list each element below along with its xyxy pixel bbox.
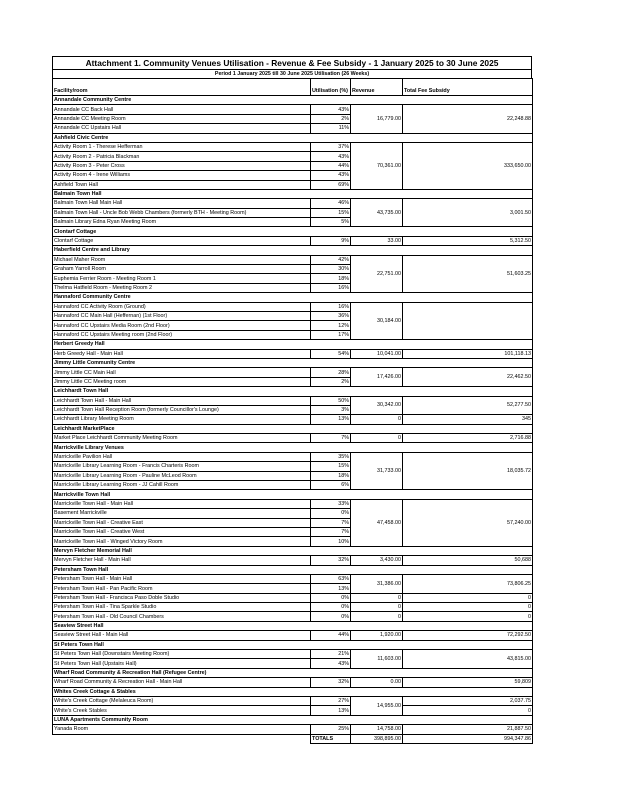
utilisation-value: 7% bbox=[311, 518, 351, 527]
utilisation-value: 46% bbox=[311, 199, 351, 208]
facility-name: Hannaford CC Main Hall (Heffernan) (1st Floor) bbox=[53, 311, 311, 320]
section-row bbox=[53, 227, 533, 236]
utilisation-value: 0% bbox=[311, 603, 351, 612]
facility-name: Petersham Town Hall - Old Council Chambers bbox=[53, 612, 311, 621]
document-title: Attachment 1. Community Venues Utilisation - Revenue & Fee Subsidy - 1 January 2025 to 30 June 2025 bbox=[52, 56, 532, 69]
section-name: Whites Creek Cottage & Stables bbox=[53, 687, 533, 696]
table-row bbox=[53, 499, 533, 508]
table-row bbox=[53, 650, 533, 659]
facility-name: Marrickville Pavilion Hall bbox=[53, 452, 311, 461]
facility-name: White's Creek Cottage (Melaleuca Room) bbox=[53, 697, 311, 706]
facility-name: Marrickville Town Hall - Creative West bbox=[53, 527, 311, 536]
utilisation-value: 15% bbox=[311, 462, 351, 471]
facility-name: Marrickville Town Hall - Main Hall bbox=[53, 499, 311, 508]
revenue-value: 30,342.00 bbox=[351, 396, 403, 415]
table-row bbox=[53, 593, 533, 602]
utilisation-value: 0% bbox=[311, 593, 351, 602]
section-name: Clontarf Cottage bbox=[53, 227, 533, 236]
facility-name: Market Place Leichhardt Community Meeting Room bbox=[53, 434, 311, 443]
table-row bbox=[53, 556, 533, 565]
utilisation-value: 43% bbox=[311, 152, 351, 161]
subsidy-value: 0 bbox=[403, 603, 533, 612]
venues-table bbox=[52, 78, 533, 744]
facility-name: Michael Maher Room bbox=[53, 255, 311, 264]
revenue-value: 14,758.00 bbox=[351, 725, 403, 734]
section-name: Annandale Community Centre bbox=[53, 96, 533, 105]
revenue-value: 0 bbox=[351, 415, 403, 424]
section-row bbox=[53, 546, 533, 555]
revenue-value: 43,735.00 bbox=[351, 199, 403, 227]
utilisation-value: 28% bbox=[311, 368, 351, 377]
venues-document bbox=[52, 56, 532, 744]
revenue-value: 10,041.00 bbox=[351, 349, 403, 358]
facility-name: Hannaford CC Upstairs Meeting room (2nd Floor) bbox=[53, 330, 311, 339]
utilisation-value: 30% bbox=[311, 265, 351, 274]
facility-name: Annandale CC Meeting Room bbox=[53, 114, 311, 123]
subsidy-value: 59,809 bbox=[403, 678, 533, 687]
section-name: Hannaford Community Centre bbox=[53, 293, 533, 302]
section-row bbox=[53, 490, 533, 499]
subsidy-value: 72,292.50 bbox=[403, 631, 533, 640]
facility-name: Jimmy Little CC Meeting room bbox=[53, 377, 311, 386]
utilisation-value: 33% bbox=[311, 499, 351, 508]
facility-name: Leichhardt Library Meeting Room bbox=[53, 415, 311, 424]
utilisation-value: 25% bbox=[311, 725, 351, 734]
utilisation-value: 10% bbox=[311, 537, 351, 546]
utilisation-value: 0% bbox=[311, 509, 351, 518]
section-name: Marrickville Town Hall bbox=[53, 490, 533, 499]
revenue-value: 0 bbox=[351, 603, 403, 612]
facility-name: Basement Marrickville bbox=[53, 509, 311, 518]
section-name: St Peters Town Hall bbox=[53, 640, 533, 649]
utilisation-value: 16% bbox=[311, 283, 351, 292]
subsidy-value: 22,462.50 bbox=[403, 368, 533, 387]
section-row bbox=[53, 293, 533, 302]
facility-name: Graham Yarroll Room bbox=[53, 265, 311, 274]
section-name: Herbert Greedy Hall bbox=[53, 340, 533, 349]
section-name: Leichhardt MarketPlace bbox=[53, 424, 533, 433]
utilisation-value: 0% bbox=[311, 612, 351, 621]
table-row bbox=[53, 349, 533, 358]
subsidy-value: 50,688 bbox=[403, 556, 533, 565]
utilisation-value: 12% bbox=[311, 321, 351, 330]
utilisation-value: 13% bbox=[311, 706, 351, 715]
section-row bbox=[53, 715, 533, 724]
revenue-value: 14,955.00 bbox=[351, 697, 403, 716]
table-row bbox=[53, 574, 533, 583]
utilisation-value: 43% bbox=[311, 171, 351, 180]
section-row bbox=[53, 387, 533, 396]
header-subsidy: Total Fee Subsidy bbox=[403, 79, 533, 96]
subsidy-value: 5,312.50 bbox=[403, 236, 533, 245]
section-row bbox=[53, 358, 533, 367]
utilisation-value: 36% bbox=[311, 311, 351, 320]
utilisation-value: 17% bbox=[311, 330, 351, 339]
table-row bbox=[53, 105, 533, 114]
section-row bbox=[53, 246, 533, 255]
table-row bbox=[53, 452, 533, 461]
table-row bbox=[53, 236, 533, 245]
section-name: Seaview Street Hall bbox=[53, 621, 533, 630]
revenue-value: 47,458.00 bbox=[351, 499, 403, 546]
section-row bbox=[53, 640, 533, 649]
table-row bbox=[53, 368, 533, 377]
facility-name: Marrickville Library Learning Room - Francis Charteris Room bbox=[53, 462, 311, 471]
revenue-value: 33.00 bbox=[351, 236, 403, 245]
section-row bbox=[53, 621, 533, 630]
subsidy-value: 57,240.00 bbox=[403, 499, 533, 546]
facility-name: Thelma Hatfield Room - Meeting Room 2 bbox=[53, 283, 311, 292]
header-revenue: Revenue bbox=[351, 79, 403, 96]
facility-name: Balmain Library Edna Ryan Meeting Room bbox=[53, 218, 311, 227]
subsidy-value: 73,806.25 bbox=[403, 574, 533, 593]
revenue-value: 0.00 bbox=[351, 678, 403, 687]
facility-name: Balmain Town Hall - Uncle Bob Webb Chambers (formerly BTH - Meeting Room) bbox=[53, 208, 311, 217]
subsidy-value: 22,248.88 bbox=[403, 105, 533, 133]
revenue-value: 3,430.00 bbox=[351, 556, 403, 565]
revenue-value: 22,751.00 bbox=[351, 255, 403, 293]
utilisation-value: 9% bbox=[311, 236, 351, 245]
subsidy-value bbox=[403, 302, 533, 340]
utilisation-value: 32% bbox=[311, 556, 351, 565]
totals-row bbox=[53, 734, 533, 743]
facility-name: Leichhardt Town Hall - Main Hall bbox=[53, 396, 311, 405]
table-row bbox=[53, 142, 533, 151]
subsidy-value: 52,277.50 bbox=[403, 396, 533, 415]
utilisation-value: 13% bbox=[311, 415, 351, 424]
section-name: Jimmy Little Community Centre bbox=[53, 358, 533, 367]
revenue-value: 0 bbox=[351, 434, 403, 443]
utilisation-value: 18% bbox=[311, 471, 351, 480]
table-row bbox=[53, 415, 533, 424]
facility-name: St Peters Town Hall (Upstairs Hall) bbox=[53, 659, 311, 668]
table-row bbox=[53, 199, 533, 208]
facility-name: Hannaford CC Activity Room (Ground) bbox=[53, 302, 311, 311]
subsidy-value: 43,815.00 bbox=[403, 650, 533, 669]
facility-name: Marrickville Library Learning Room - Pauline McLeod Room bbox=[53, 471, 311, 480]
facility-name: Hannaford CC Upstairs Media Room (2nd Floor) bbox=[53, 321, 311, 330]
section-name: Mervyn Fletcher Memorial Hall bbox=[53, 546, 533, 555]
header-facility: Facility/room bbox=[53, 79, 311, 96]
facility-name: Petersham Town Hall - Main Hall bbox=[53, 574, 311, 583]
revenue-value: 16,779.00 bbox=[351, 105, 403, 133]
revenue-value: 17,426.00 bbox=[351, 368, 403, 387]
utilisation-value: 35% bbox=[311, 452, 351, 461]
subsidy-value: 101,118.13 bbox=[403, 349, 533, 358]
facility-name: Leichhardt Town Hall Reception Room (formerly Councillor's Lounge) bbox=[53, 405, 311, 414]
table-row bbox=[53, 302, 533, 311]
utilisation-value: 5% bbox=[311, 218, 351, 227]
revenue-value: 31,386.00 bbox=[351, 574, 403, 593]
totals-subsidy: 994,347.86 bbox=[403, 734, 533, 743]
utilisation-value: 6% bbox=[311, 481, 351, 490]
section-row bbox=[53, 565, 533, 574]
revenue-value: 1,920.00 bbox=[351, 631, 403, 640]
subsidy-value: 0 bbox=[403, 706, 533, 715]
facility-name: Seaview Street Hall - Main Hall bbox=[53, 631, 311, 640]
subsidy-value: 0 bbox=[403, 593, 533, 602]
subsidy-value: 51,603.25 bbox=[403, 255, 533, 293]
totals-blank bbox=[53, 734, 311, 743]
facility-name: Annandale CC Upstairs Hall bbox=[53, 124, 311, 133]
subsidy-value: 333,650.00 bbox=[403, 142, 533, 189]
section-name: Petersham Town Hall bbox=[53, 565, 533, 574]
table-row bbox=[53, 255, 533, 264]
section-row bbox=[53, 96, 533, 105]
section-name: Haberfield Centre and Library bbox=[53, 246, 533, 255]
document-subtitle: Period 1 January 2025 till 30 June 2025 Utilisation (26 Weeks) bbox=[52, 69, 532, 78]
table-row bbox=[53, 706, 533, 715]
subsidy-value: 3,001.50 bbox=[403, 199, 533, 227]
table-header-row bbox=[53, 79, 533, 96]
revenue-value: 70,361.00 bbox=[351, 142, 403, 189]
utilisation-value: 44% bbox=[311, 631, 351, 640]
subsidy-value: 2,037.75 bbox=[403, 697, 533, 706]
facility-name: Balmain Town Hall Main Hall bbox=[53, 199, 311, 208]
facility-name: Annandale CC Back Hall bbox=[53, 105, 311, 114]
facility-name: Wharf Road Community & Recreation Hall - Main Hall bbox=[53, 678, 311, 687]
revenue-value: 31,733.00 bbox=[351, 452, 403, 490]
table-row bbox=[53, 603, 533, 612]
subsidy-value: 21,887.50 bbox=[403, 725, 533, 734]
utilisation-value: 69% bbox=[311, 180, 351, 189]
facility-name: Jimmy Little CC Main Hall bbox=[53, 368, 311, 377]
revenue-value: 11,603.00 bbox=[351, 650, 403, 669]
section-row bbox=[53, 133, 533, 142]
venues-table-body bbox=[53, 79, 533, 744]
utilisation-value: 18% bbox=[311, 274, 351, 283]
utilisation-value: 7% bbox=[311, 434, 351, 443]
section-row bbox=[53, 443, 533, 452]
utilisation-value: 13% bbox=[311, 584, 351, 593]
utilisation-value: 27% bbox=[311, 697, 351, 706]
section-row bbox=[53, 687, 533, 696]
facility-name: Activity Room 3 - Peter Cross bbox=[53, 161, 311, 170]
table-row bbox=[53, 631, 533, 640]
facility-name: Herb Greedy Hall - Main Hall bbox=[53, 349, 311, 358]
facility-name: St Peters Town Hall (Downstairs Meeting Room) bbox=[53, 650, 311, 659]
facility-name: Marrickville Library Learning Room - JJ Cahill Room bbox=[53, 481, 311, 490]
facility-name: Ashfield Town Hall bbox=[53, 180, 311, 189]
utilisation-value: 43% bbox=[311, 105, 351, 114]
subsidy-value: 0 bbox=[403, 612, 533, 621]
facility-name: Mervyn Fletcher Hall - Main Hall bbox=[53, 556, 311, 565]
totals-revenue: 398,895.00 bbox=[351, 734, 403, 743]
totals-label: TOTALS bbox=[311, 734, 351, 743]
utilisation-value: 21% bbox=[311, 650, 351, 659]
subsidy-value: 18,035.72 bbox=[403, 452, 533, 490]
utilisation-value: 2% bbox=[311, 377, 351, 386]
revenue-value: 0 bbox=[351, 612, 403, 621]
section-name: Ashfield Civic Centre bbox=[53, 133, 533, 142]
utilisation-value: 37% bbox=[311, 142, 351, 151]
facility-name: White's Creek Stables bbox=[53, 706, 311, 715]
utilisation-value: 11% bbox=[311, 124, 351, 133]
section-row bbox=[53, 189, 533, 198]
facility-name: Petersham Town Hall - Tina Sparkle Studio bbox=[53, 603, 311, 612]
utilisation-value: 44% bbox=[311, 161, 351, 170]
facility-name: Marrickville Town Hall - Winged Victory Room bbox=[53, 537, 311, 546]
utilisation-value: 15% bbox=[311, 208, 351, 217]
facility-name: Yanada Room bbox=[53, 725, 311, 734]
section-name: Marrickville Library Venues bbox=[53, 443, 533, 452]
utilisation-value: 43% bbox=[311, 659, 351, 668]
facility-name: Clontarf Cottage bbox=[53, 236, 311, 245]
table-row bbox=[53, 612, 533, 621]
section-name: Balmain Town Hall bbox=[53, 189, 533, 198]
utilisation-value: 63% bbox=[311, 574, 351, 583]
subsidy-value: 2,716.88 bbox=[403, 434, 533, 443]
facility-name: Activity Room 4 - Irene Williams bbox=[53, 171, 311, 180]
facility-name: Activity Room 1 - Therese Hefferman bbox=[53, 142, 311, 151]
table-row bbox=[53, 697, 533, 706]
facility-name: Marrickville Town Hall - Creative East bbox=[53, 518, 311, 527]
section-row bbox=[53, 668, 533, 677]
utilisation-value: 7% bbox=[311, 527, 351, 536]
table-row bbox=[53, 725, 533, 734]
facility-name: Petersham Town Hall - Pan Pacific Room bbox=[53, 584, 311, 593]
utilisation-value: 2% bbox=[311, 114, 351, 123]
utilisation-value: 16% bbox=[311, 302, 351, 311]
utilisation-value: 50% bbox=[311, 396, 351, 405]
table-row bbox=[53, 434, 533, 443]
utilisation-value: 42% bbox=[311, 255, 351, 264]
revenue-value: 0 bbox=[351, 593, 403, 602]
table-row bbox=[53, 678, 533, 687]
header-utilisation: Utilisation (%) bbox=[311, 79, 351, 96]
facility-name: Activity Room 2 - Patricia Blackman bbox=[53, 152, 311, 161]
utilisation-value: 32% bbox=[311, 678, 351, 687]
section-row bbox=[53, 424, 533, 433]
section-name: Wharf Road Community & Recreation Hall (Refugee Centre) bbox=[53, 668, 533, 677]
table-row bbox=[53, 396, 533, 405]
subsidy-value: 345 bbox=[403, 415, 533, 424]
utilisation-value: 3% bbox=[311, 405, 351, 414]
section-row bbox=[53, 340, 533, 349]
section-name: LUNA Apartments Community Room bbox=[53, 715, 533, 724]
section-name: Leichhardt Town Hall bbox=[53, 387, 533, 396]
utilisation-value: 54% bbox=[311, 349, 351, 358]
facility-name: Euphemia Ferrier Room - Meeting Room 1 bbox=[53, 274, 311, 283]
facility-name: Petersham Town Hall - Francisca Paso Doble Studio bbox=[53, 593, 311, 602]
revenue-value: 30,184.00 bbox=[351, 302, 403, 340]
